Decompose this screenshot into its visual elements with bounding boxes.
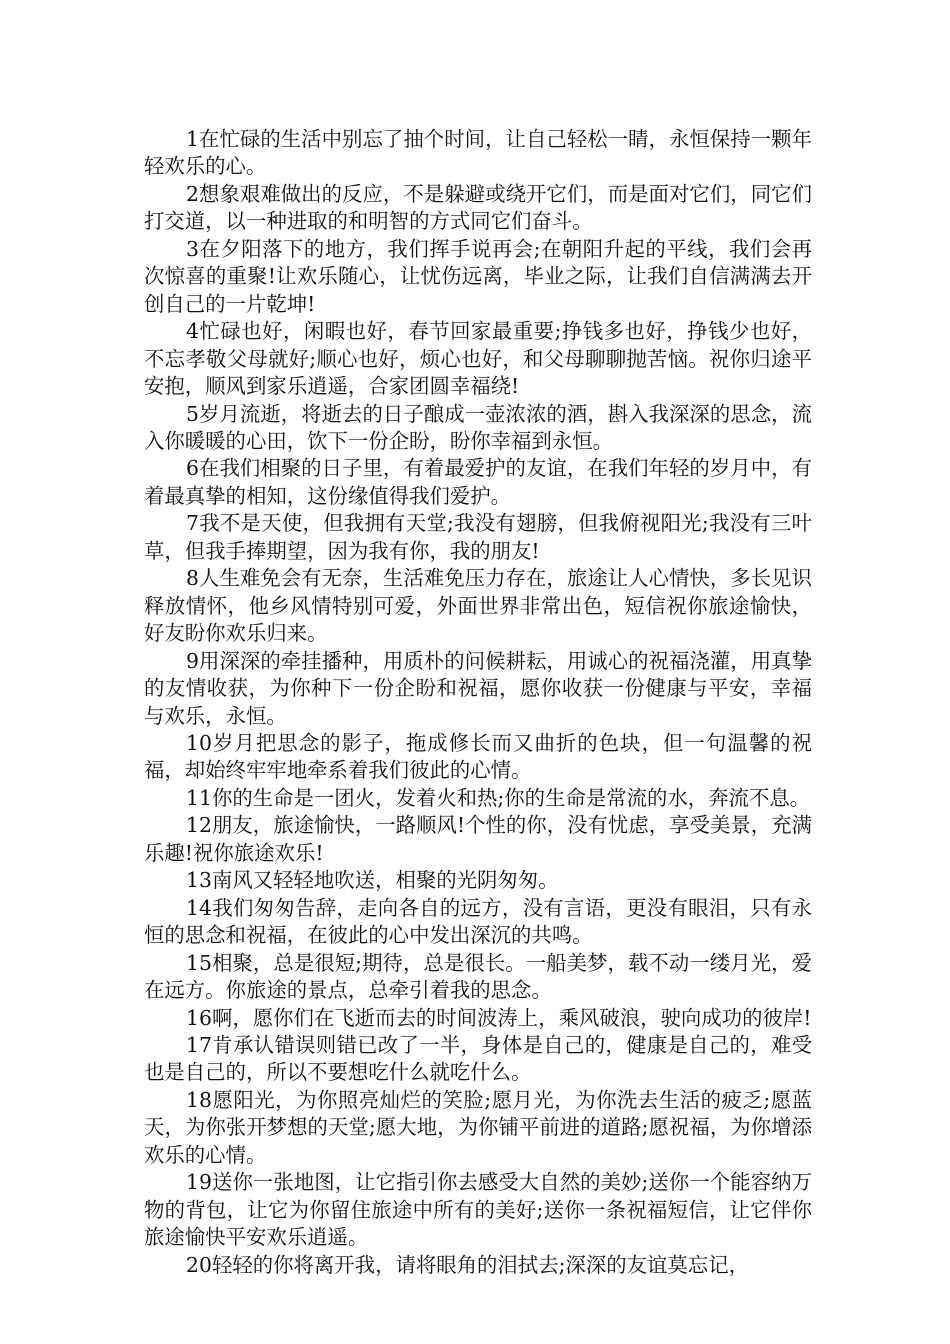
paragraph-19: 19送你一张地图，让它指引你去感受大自然的美妙;送你一个能容纳万物的背包，让它为你留住旅途中所有的美好;送你一条祝福短信，让它伴你旅途愉快平安欢乐逍遥。 <box>144 1170 812 1250</box>
paragraph-5: 5岁月流逝，将逝去的日子酿成一壶浓浓的酒，斟入我深深的思念，流入你暖暖的心田，饮下一份企盼，盼你幸福到永恒。 <box>144 401 812 453</box>
paragraph-11: 11你的生命是一团火，发着火和热;你的生命是常流的水，奔流不息。 <box>186 785 811 810</box>
paragraph-1: 1在忙碌的生活中别忘了抽个时间，让自己轻松一睛，永恒保持一颗年轻欢乐的心。 <box>144 127 812 179</box>
paragraph-13: 13南风又轻轻地吹送，相聚的光阴匆匆。 <box>186 868 559 893</box>
paragraph-17: 17肯承认错误则错已改了一半，身体是自己的，健康是自己的，难受也是自己的，所以不要想吃什么就吃什么。 <box>144 1032 812 1085</box>
paragraph-4: 4忙碌也好，闲暇也好，春节回家最重要;挣钱多也好，挣钱少也好，不忘孝敬父母就好;顺心也好，烦心也好，和父母聊聊抛苦恼。祝你归途平安抱，顺风到家乐逍遥，合家团圆幸福绕! <box>144 319 812 399</box>
paragraph-3: 3在夕阳落下的地方，我们挥手说再会;在朝阳升起的平线，我们会再次惊喜的重聚!让欢乐随心，让忧伤远离，毕业之际，让我们自信满满去开创自己的一片乾坤! <box>144 236 812 316</box>
document-body <box>144 126 812 1279</box>
paragraph-9: 9用深深的牵挂播种，用质朴的问候耕耘，用诚心的祝福浇灌，用真挚的友情收获，为你种下一份企盼和祝福，愿你收获一份健康与平安，幸福与欢乐，永恒。 <box>144 648 812 728</box>
paragraph-15: 15相聚，总是很短;期待，总是很长。一船美梦，载不动一缕月光，爱在远方。你旅途的景点，总牵引着我的思念。 <box>144 950 812 1003</box>
paragraph-12: 12朋友，旅途愉快，一路顺风!个性的你，没有忧虑，享受美景，充满乐趣!祝你旅途欢乐! <box>144 813 812 865</box>
paragraph-10: 10岁月把思念的影子，拖成修长而又曲折的色块，但一句温馨的祝福，却始终牢牢地牵系着我们彼此的心情。 <box>144 730 812 783</box>
paragraph-2: 2想象艰难做出的反应，不是躲避或绕开它们，而是面对它们，同它们打交道，以一种进取的和明智的方式同它们奋斗。 <box>144 181 812 234</box>
paragraph-8: 8人生难免会有无奈，生活难免压力存在，旅途让人心情快，多长见识释放情怀，他乡风情特别可爱，外面世界非常出色，短信祝你旅途愉快，好友盼你欢乐归来。 <box>144 566 812 646</box>
paragraph-14: 14我们匆匆告辞，走向各自的远方，没有言语，更没有眼泪，只有永恒的思念和祝福，在彼此的心中发出深沉的共鸣。 <box>144 895 812 948</box>
paragraph-20: 20轻轻的你将离开我，请将眼角的泪拭去;深深的友谊莫忘记， <box>186 1252 749 1277</box>
paragraph-16: 16啊，愿你们在飞逝而去的时间波涛上，乘风破浪，驶向成功的彼岸! <box>186 1005 812 1030</box>
paragraph-7: 7我不是天使，但我拥有天堂;我没有翅膀，但我俯视阳光;我没有三叶草，但我手捧期望，因为我有你，我的朋友! <box>144 511 812 563</box>
paragraph-6: 6在我们相聚的日子里，有着最爱护的友谊，在我们年轻的岁月中，有着最真挚的相知，这份缘值得我们爱护。 <box>144 456 812 508</box>
paragraph-18: 18愿阳光，为你照亮灿烂的笑脸;愿月光，为你洗去生活的疲乏;愿蓝天，为你张开梦想的天堂;愿大地，为你铺平前进的道路;愿祝福，为你增添欢乐的心情。 <box>144 1087 812 1167</box>
